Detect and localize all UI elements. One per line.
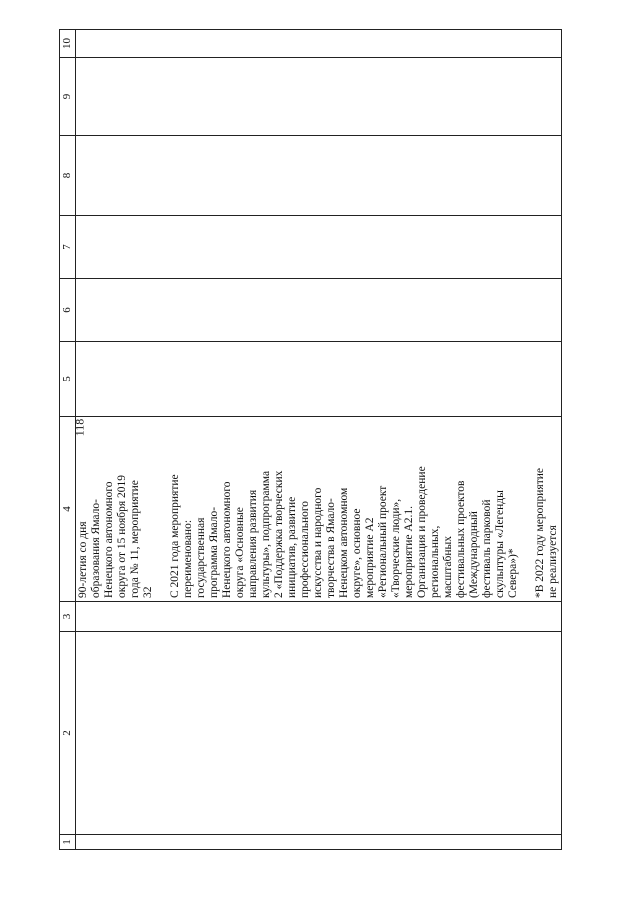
paragraph-event-reference: 90-летия со дня образования Ямало- Ненецкого автономного округа от 15 ноября 2019 года № 11, мероприятие 32 [77,475,154,598]
page-number: 118 [72,418,87,437]
paragraph-rename-note: С 2021 года мероприятие переименовано: государственная программа Ямало- Ненецкого автономного округа «Основные направления развития культуры», подпрограмма 2 «Поддержка творческих инициатив, развитие профессионального искусства и народного творчества в Ямало- Ненецком автономном округе», основное мероприятие А2 «Региональный проект «Творческие люди», мероприятие А2.1. Организация и проведение региональных, масштабных фестивальных проектов (Международный фестиваль парковой скульптуры «Легенды Севера»)* [169,466,519,598]
cell-col-2 [76,632,562,835]
col-header-5: 5 [60,342,76,417]
col-header-9: 9 [60,58,76,136]
col-header-2: 2 [60,632,76,835]
col-header-8: 8 [60,136,76,216]
cell-col-4 [76,417,562,602]
col-header-3: 3 [60,602,76,632]
cell-col-10 [76,30,562,58]
cell-col-8 [76,136,562,216]
col-header-7: 7 [60,216,76,279]
cell-col-6 [76,279,562,342]
cell-col-7 [76,216,562,279]
col-header-6: 6 [60,279,76,342]
cell-col-1 [76,835,562,850]
cell-col-3 [76,602,562,632]
paragraph-footnote: *В 2022 году мероприятие не реализуется [534,467,559,598]
cell-col-5 [76,342,562,417]
header-row [60,30,76,850]
col-header-1: 1 [60,835,76,850]
cell-col-9 [76,58,562,136]
table-row [76,30,562,850]
col-header-4: 4 [60,417,76,602]
data-table [59,29,562,850]
col-header-10: 10 [60,30,76,58]
